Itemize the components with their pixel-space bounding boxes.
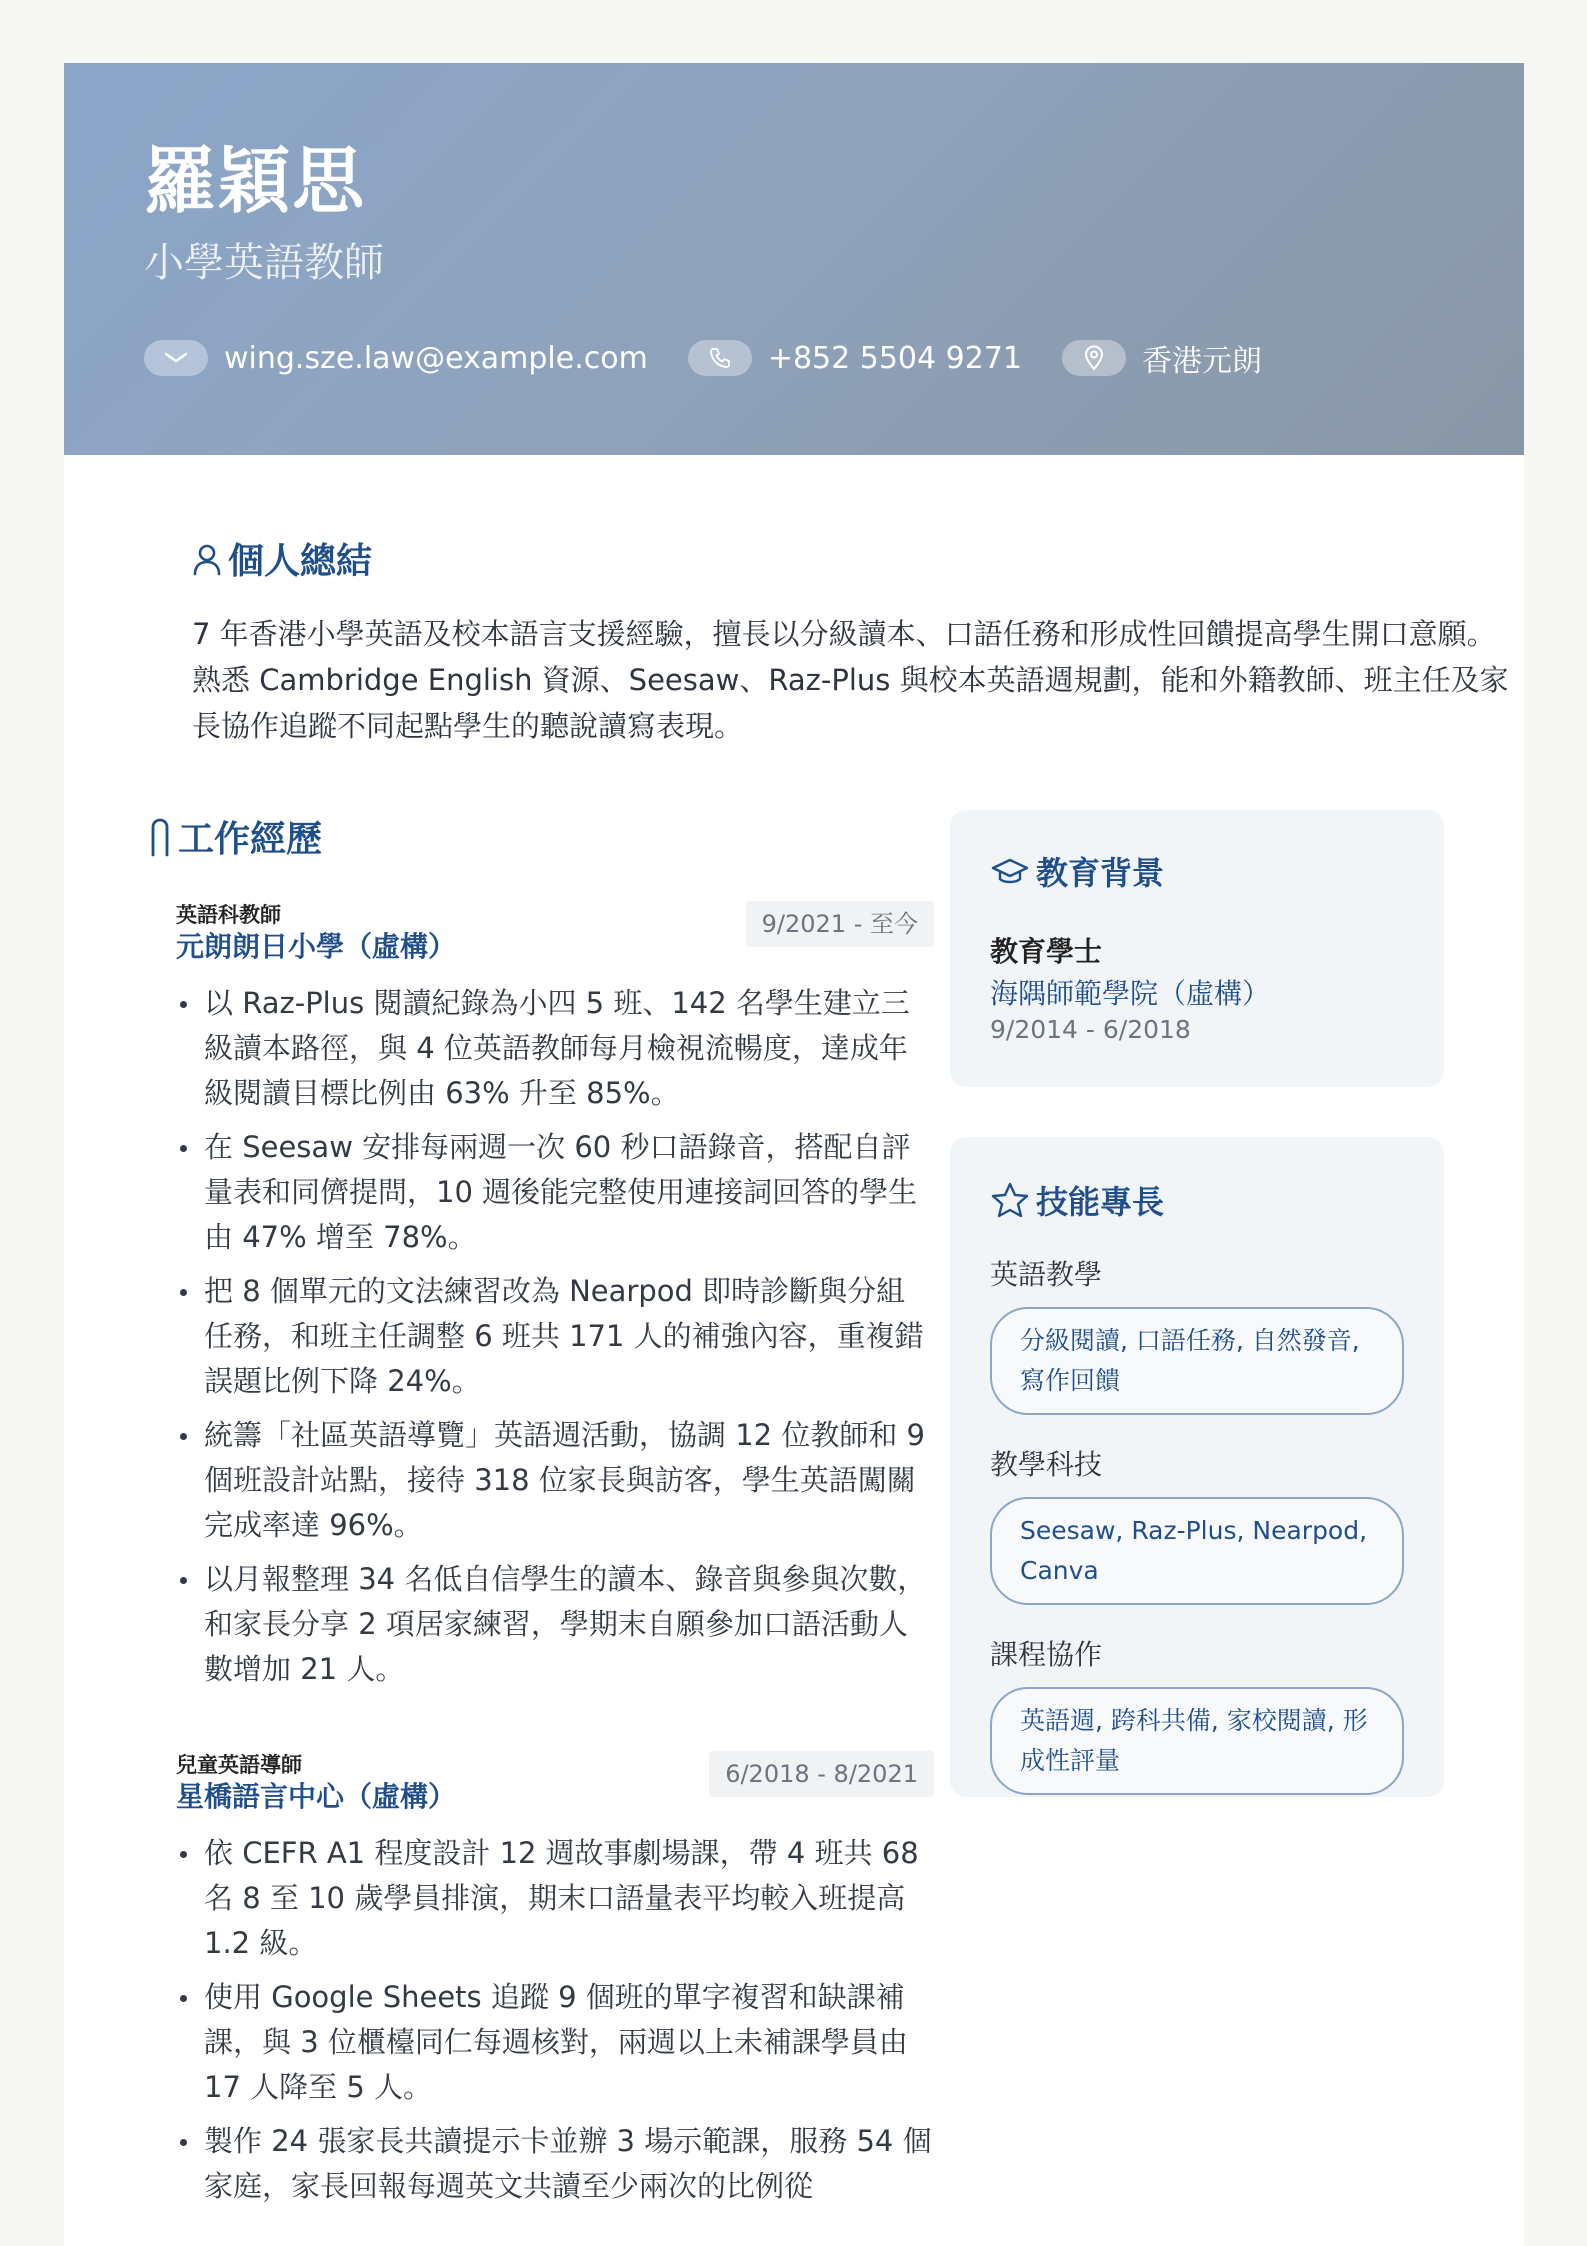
map-pin-icon [1062,340,1126,376]
mail-icon [144,340,208,376]
briefcase-icon [148,817,172,857]
job-organization: 元朗朗日小學（虛構） [176,930,457,963]
job-role: 兒童英語導師 [176,1753,302,1777]
list-item: 依 CEFR A1 程度設計 12 週故事劇場課，帶 4 班共 68 名 8 至 10 歲學員排演，期末口語量表平均較入班提高 1.2 級。 [176,1831,934,1966]
skill-group-2 [990,1447,1404,1605]
skill-category: 英語教學 [990,1258,1103,1291]
list-item: 以月報整理 34 名低自信學生的讀本、錄音與參與次數，和家長分享 2 項居家練習，學期末自願參加口語活動人數增加 21 人。 [176,1557,934,1692]
job-organization: 星橋語言中心（虛構） [176,1780,457,1813]
list-item: 把 8 個單元的文法練習改為 Nearpod 即時診斷與分組任務，和班主任調整 6 班共 171 人的補強內容，重複錯誤題比例下降 24%。 [176,1269,934,1404]
star-icon [990,1181,1030,1219]
education-section-title [990,848,1164,894]
job-entry-1 [176,901,934,1701]
list-item: 以 Raz-Plus 閱讀紀錄為小四 5 班、142 名學生建立三級讀本路徑，與 4 位英語教師每月檢視流暢度，達成年級閱讀目標比例由 63% 升至 85%。 [176,981,934,1116]
contact-location [1062,336,1262,380]
summary-text: 7 年香港小學英語及校本語言支援經驗，擅長以分級讀本、口語任務和形成性回饋提高學生開口意願。熟悉 Cambridge English 資源、Seesaw、Raz-Plus 與校本英語週規劃，能和外籍教師、班主任及家長協作追蹤不同起點學生的聽說讀寫表現。 [192,617,1509,743]
summary-section-title [192,533,372,584]
list-item: 統籌「社區英語導覽」英語週活動，協調 12 位教師和 9 個班設計站點，接待 318 位家長與訪客，學生英語闖關完成率達 96%。 [176,1413,934,1548]
education-degree: 教育學士 [990,935,1103,968]
experience-section-title [148,811,322,862]
skill-tags: 分級閱讀, 口語任務, 自然發音, 寫作回饋 [990,1307,1404,1415]
skills-card [950,1137,1444,1797]
summary-title-text: 個人總結 [228,541,373,582]
skill-tags: Seesaw, Raz-Plus, Nearpod, Canva [990,1497,1404,1605]
list-item: 製作 24 張家長共讀提示卡並辦 3 場示範課，服務 54 個家庭，家長回報每週英文共讀至少兩次的比例從 [176,2119,934,2209]
user-icon [192,541,222,577]
skill-category: 教學科技 [990,1448,1103,1481]
job-date: 6/2018 - 8/2021 [709,1751,934,1797]
email-text: wing.sze.law@example.com [224,340,648,376]
job-bullets [176,1831,934,2209]
contact-email[interactable] [144,340,648,376]
skill-group-1 [990,1257,1404,1415]
contact-phone[interactable] [688,340,1022,376]
phone-text: +852 5504 9271 [767,340,1022,376]
list-item: 使用 Google Sheets 追蹤 9 個班的單字複習和缺課補課，與 3 位櫃檯同仁每週核對，兩週以上未補課學員由 17 人降至 5 人。 [176,1975,934,2110]
job-role: 英語科教師 [176,903,281,927]
skill-group-3 [990,1637,1404,1795]
education-card [950,810,1444,1087]
job-entry-2 [176,1751,934,2218]
education-title-text: 教育背景 [1036,854,1165,892]
skills-title-text: 技能專長 [1036,1183,1165,1221]
resume-page [64,63,1524,2246]
candidate-role: 小學英語教師 [144,240,384,286]
graduation-cap-icon [990,856,1030,886]
experience-title-text: 工作經歷 [178,819,323,860]
candidate-name: 羅穎思 [144,139,367,223]
job-date: 9/2021 - 至今 [746,901,934,947]
phone-icon [688,340,752,376]
contact-list [144,333,1302,383]
education-school: 海隅師範學院（虛構） [990,977,1271,1010]
location-text: 香港元朗 [1142,344,1262,379]
skills-section-title [990,1177,1164,1223]
resume-header [64,63,1524,455]
skill-category: 課程協作 [990,1638,1103,1671]
education-date: 9/2014 - 6/2018 [990,1015,1191,1044]
skill-tags: 英語週, 跨科共備, 家校閱讀, 形成性評量 [990,1687,1404,1795]
list-item: 在 Seesaw 安排每兩週一次 60 秒口語錄音，搭配自評量表和同儕提問，10 週後能完整使用連接詞回答的學生由 47% 增至 78%。 [176,1125,934,1260]
job-bullets [176,981,934,1692]
